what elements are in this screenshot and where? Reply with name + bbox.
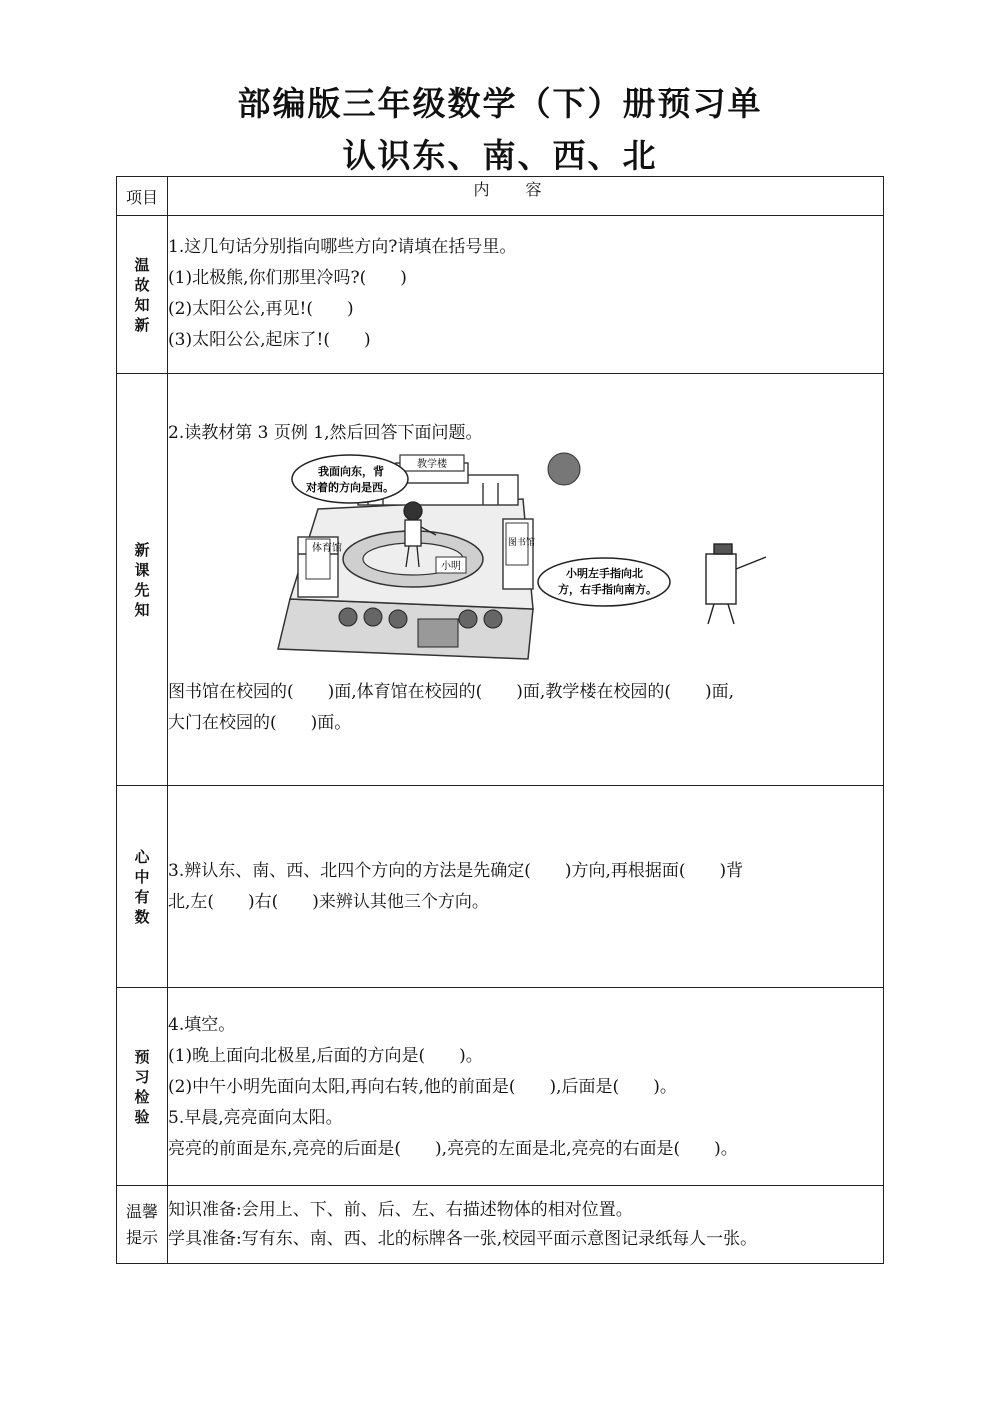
question-2-line-2: 大门在校园的( )面。 (168, 713, 352, 733)
section-label-mind: 心中有数 (117, 786, 168, 988)
page-subtitle: 认识东、南、西、北 (342, 136, 658, 175)
section-check-row (117, 988, 884, 1186)
question-3-line-2: 北,左( )右( )来辨认其他三个方向。 (168, 892, 489, 912)
tip-knowledge: 知识准备:会用上、下、前、后、左、右描述物体的相对位置。 (168, 1200, 633, 1220)
question-4: 4.填空。 (168, 1015, 236, 1035)
library-label: 图书馆 (508, 538, 536, 548)
question-4-item-2: (2)中午小明先面向太阳,再向右转,他的前面是( ),后面是( )。 (168, 1077, 677, 1097)
page-title: 部编版三年级数学（下）册预习单 (237, 84, 763, 123)
section-label-tips: 温馨 提示 (117, 1186, 168, 1264)
section-tips-row (117, 1186, 884, 1264)
table-header-row (117, 177, 884, 216)
campus-illustration (168, 449, 883, 679)
question-1-item-1: (1)北极熊,你们那里冷吗?( ) (168, 268, 407, 288)
tip-materials: 学具准备:写有东、南、西、北的标牌各一张,校园平面示意图记录纸每人一张。 (168, 1229, 758, 1249)
question-1-item-2: (2)太阳公公,再见!( ) (168, 299, 354, 319)
speech-bubble-right (538, 558, 670, 606)
worksheet-table (116, 176, 884, 1264)
speech-bubble-left (292, 455, 408, 503)
section-new-lesson-content (168, 374, 884, 786)
question-1: 1.这几句话分别指向哪些方向?请填在括号里。 (168, 237, 517, 257)
section-tips-content (168, 1186, 884, 1264)
header-item: 项目 (117, 177, 168, 216)
book-mascot (706, 544, 766, 624)
question-4-item-1: (1)晚上面向北极星,后面的方向是( )。 (168, 1046, 483, 1066)
gym-label: 体育馆 (312, 543, 342, 554)
section-label-review: 温故知新 (117, 216, 168, 374)
teaching-building-label: 教学楼 (417, 459, 447, 470)
header-content: 内容 (168, 177, 884, 216)
section-mind-content (168, 786, 884, 988)
section-label-check: 预习检验 (117, 988, 168, 1186)
school-gate (418, 619, 458, 647)
question-2: 2.读教材第 3 页例 1,然后回答下面问题。 (168, 423, 483, 443)
speech-bubble-right-text: 小明左手指向北 方，右手指向南方。 (558, 567, 657, 596)
sun-icon (548, 453, 580, 485)
question-1-item-3: (3)太阳公公,起床了!( ) (168, 330, 371, 350)
boy-name-label: 小明 (441, 561, 461, 572)
section-label-new-lesson: 新课先知 (117, 374, 168, 786)
section-mind-row (117, 786, 884, 988)
section-review-row (117, 216, 884, 374)
section-check-content (168, 988, 884, 1186)
section-new-lesson-row (117, 374, 884, 786)
campus-scene-image (168, 449, 916, 679)
speech-bubble-left-text: 我面向东，背 对着的方向是西。 (306, 465, 394, 494)
question-3-line-1: 3.辨认东、南、西、北四个方向的方法是先确定( )方向,再根据面( )背 (168, 861, 744, 881)
question-2-line-1: 图书馆在校园的( )面,体育馆在校园的( )面,教学楼在校园的( )面, (168, 682, 735, 702)
question-5: 5.早晨,亮亮面向太阳。 (168, 1108, 343, 1128)
question-5-line: 亮亮的前面是东,亮亮的后面是( ),亮亮的左面是北,亮亮的右面是( )。 (168, 1139, 738, 1159)
section-review-content (168, 216, 884, 374)
